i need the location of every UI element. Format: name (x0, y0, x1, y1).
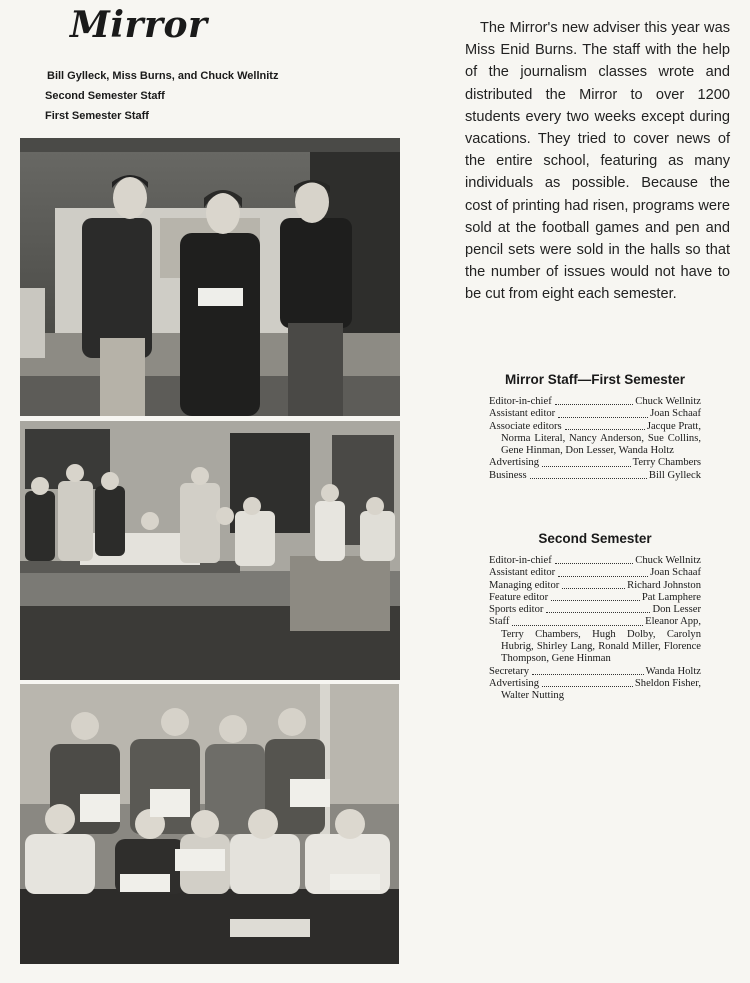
first-semester-staff-list (489, 372, 701, 482)
intro-paragraph (465, 17, 730, 306)
intro-text: The Mirror's new adviser this year was Miss Enid Burns. The staff with the help of the journalism classes wrote and distributed the Mirror to over 1200 students every two weeks except during vacations. They tried to cover news of the entire school, featuring as many individuals as possible. Because the cost of printing had risen, programs were sold at the football games and pen and pencil sets were sold in the halls so that the number of issues would not have to be cut from eight each semester. (465, 20, 730, 303)
photo-captions (45, 66, 278, 126)
staff-name: Sheldon Fisher, (634, 677, 701, 689)
staff-role: Business (489, 469, 527, 481)
staff-entry (489, 421, 701, 458)
staff-role: Advertising (489, 457, 540, 469)
staff-entry (489, 408, 701, 420)
caption-middle-photo: Second Semester Staff (45, 90, 165, 102)
photo-second-semester-staff (20, 421, 400, 680)
staff-name: Don Lesser (652, 604, 701, 616)
staff-name: Chuck Wellnitz (635, 396, 701, 407)
staff-entry (489, 604, 701, 616)
staff-role: Sports editor (489, 604, 544, 616)
staff-names-continued: Norma Literal, Nancy Anderson, Sue Collins, Gene Hinman, Don Lesser, Wanda Holtz (501, 432, 701, 457)
staff-entry (489, 666, 701, 678)
staff-role: Advertising (489, 677, 540, 689)
staff-entry (489, 555, 701, 567)
staff-entry (489, 396, 701, 408)
staff-role: Staff (489, 616, 510, 628)
staff-name: Bill Gylleck (648, 469, 701, 481)
staff-entry (489, 592, 701, 604)
page-title: Mirror (70, 4, 208, 46)
staff-name: Richard Johnston (627, 579, 701, 591)
staff-name: Pat Lamphere (641, 591, 701, 603)
second-semester-heading: Second Semester (538, 531, 652, 546)
staff-entry (489, 580, 701, 592)
staff-role: Editor-in-chief (489, 396, 552, 407)
staff-name: Jacque Pratt, (646, 420, 701, 432)
caption-top-photo: Bill Gylleck, Miss Burns, and Chuck Wellnitz (47, 70, 279, 82)
staff-name: Wanda Holtz (645, 665, 701, 677)
staff-role: Assistant editor (489, 408, 556, 420)
caption-bottom-photo: First Semester Staff (45, 110, 149, 122)
photo-first-semester-staff (20, 684, 399, 964)
staff-entry (489, 678, 701, 703)
staff-entry (489, 470, 701, 482)
staff-name: Joan Schaaf (650, 567, 701, 579)
staff-name: Eleanor App, (645, 616, 701, 628)
staff-entry (489, 567, 701, 579)
staff-name: Joan Schaaf (650, 408, 701, 420)
staff-names-continued: Terry Chambers, Hugh Dolby, Carolyn Hubrig, Shirley Lang, Ronald Miller, Florence Thompson, Gene Hinman (501, 628, 701, 665)
staff-name: Chuck Wellnitz (635, 555, 701, 566)
staff-name: Terry Chambers (632, 457, 701, 469)
staff-entry (489, 457, 701, 469)
first-semester-heading: Mirror Staff—First Semester (504, 372, 686, 387)
staff-role: Managing editor (489, 579, 560, 591)
second-semester-staff-list (489, 531, 701, 703)
staff-names-continued: Walter Nutting (501, 690, 564, 702)
staff-entry (489, 616, 701, 665)
staff-role: Associate editors (489, 420, 562, 432)
staff-role: Editor-in-chief (489, 555, 552, 566)
photo-adviser-and-editors (20, 138, 400, 416)
staff-role: Assistant editor (489, 567, 556, 579)
staff-role: Feature editor (489, 591, 549, 603)
staff-role: Secretary (489, 665, 529, 677)
